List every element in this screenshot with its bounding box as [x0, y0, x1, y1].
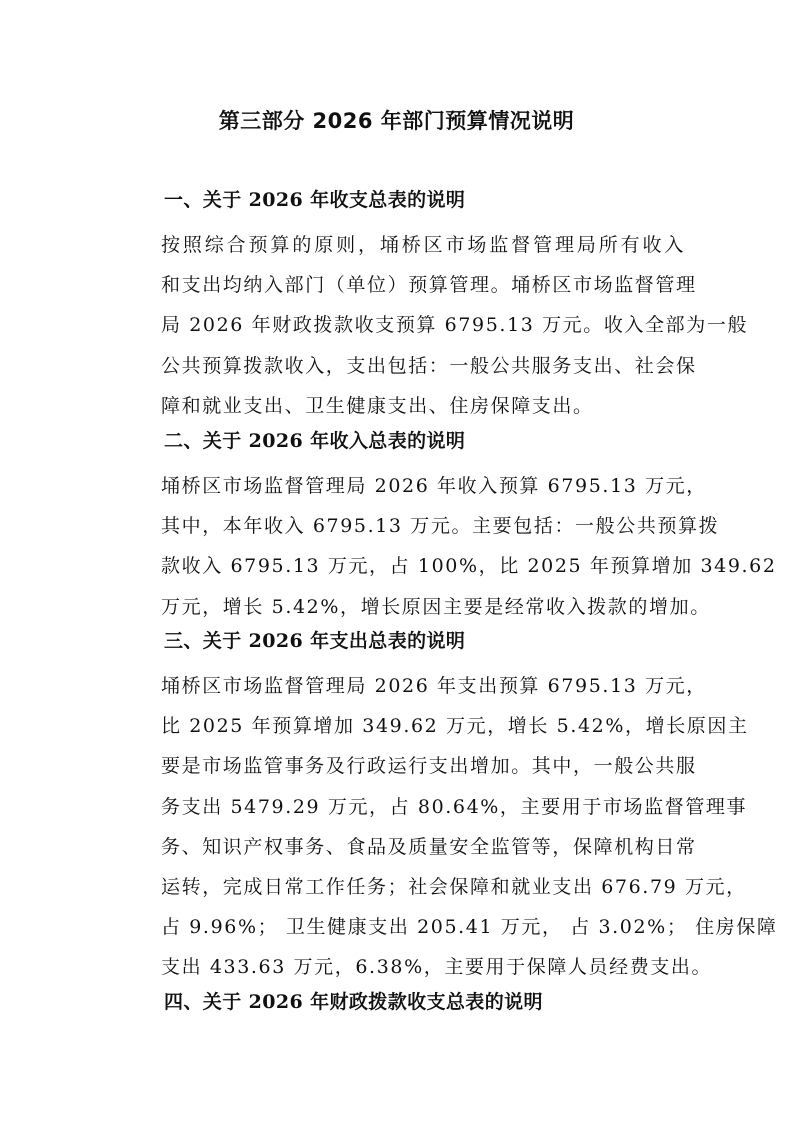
paragraph-line: 局 2026 年财政拨款收支预算 6795.13 万元。收入全部为一般: [161, 314, 749, 337]
section-3-body: [115, 666, 778, 988]
paragraph-line: 公共预算拨款收入，支出包括：一般公共服务支出、社会保: [161, 354, 697, 377]
paragraph-line: 务支出 5479.29 万元，占 80.64%，主要用于市场监督管理事: [161, 795, 748, 818]
paragraph-line: 埇桥区市场监督管理局 2026 年支出预算 6795.13 万元，: [161, 675, 707, 697]
page-title: 第三部分 2026 年部门预算情况说明: [218, 109, 575, 133]
paragraph-line: 款收入 6795.13 万元，占 100%，比 2025 年预算增加 349.62: [161, 555, 777, 578]
section-4: [115, 987, 685, 1017]
section-heading: 三、关于 2026 年支出总表的说明: [164, 630, 466, 652]
paragraph-line: 务、知识产权事务、食品及质量安全监管等，保障机构日常: [161, 835, 697, 858]
paragraph-line: 按照综合预算的原则，埇桥区市场监督管理局所有收入: [161, 234, 685, 256]
section-1-body: [115, 225, 749, 426]
section-heading: 一、关于 2026 年收支总表的说明: [164, 189, 466, 211]
section-heading: 二、关于 2026 年收入总表的说明: [164, 430, 466, 452]
section-heading: 四、关于 2026 年财政拨款收支总表的说明: [164, 991, 543, 1013]
paragraph: [115, 466, 777, 627]
paragraph-line: 埇桥区市场监督管理局 2026 年收入预算 6795.13 万元，: [161, 475, 707, 497]
paragraph-line: 支出 433.63 万元，6.38%，主要用于保障人员经费支出。: [161, 956, 713, 979]
paragraph-line: 占 9.96%； 卫生健康支出 205.41 万元， 占 3.02%； 住房保障: [161, 916, 778, 939]
paragraph-line: 障和就业支出、卫生健康支出、住房保障支出。: [161, 394, 594, 417]
section-3: [115, 626, 685, 656]
paragraph: [115, 666, 778, 988]
paragraph-line: 其中，本年收入 6795.13 万元。主要包括：一般公共预算拨: [161, 515, 720, 538]
paragraph-line: 比 2025 年预算增加 349.62 万元，增长 5.42%，增长原因主: [161, 715, 749, 738]
section-2: [115, 426, 685, 456]
section-2-body: [115, 466, 777, 627]
section-1: [115, 185, 685, 215]
paragraph-line: 要是市场监管事务及行政运行支出增加。其中，一般公共服: [161, 755, 697, 778]
paragraph-line: 万元，增长 5.42%，增长原因主要是经常收入拨款的增加。: [161, 595, 711, 618]
paragraph: [115, 225, 749, 426]
paragraph-line: 和支出均纳入部门（单位）预算管理。埇桥区市场监督管理: [161, 274, 697, 297]
paragraph-line: 运转，完成日常工作任务；社会保障和就业支出 676.79 万元，: [161, 876, 747, 899]
